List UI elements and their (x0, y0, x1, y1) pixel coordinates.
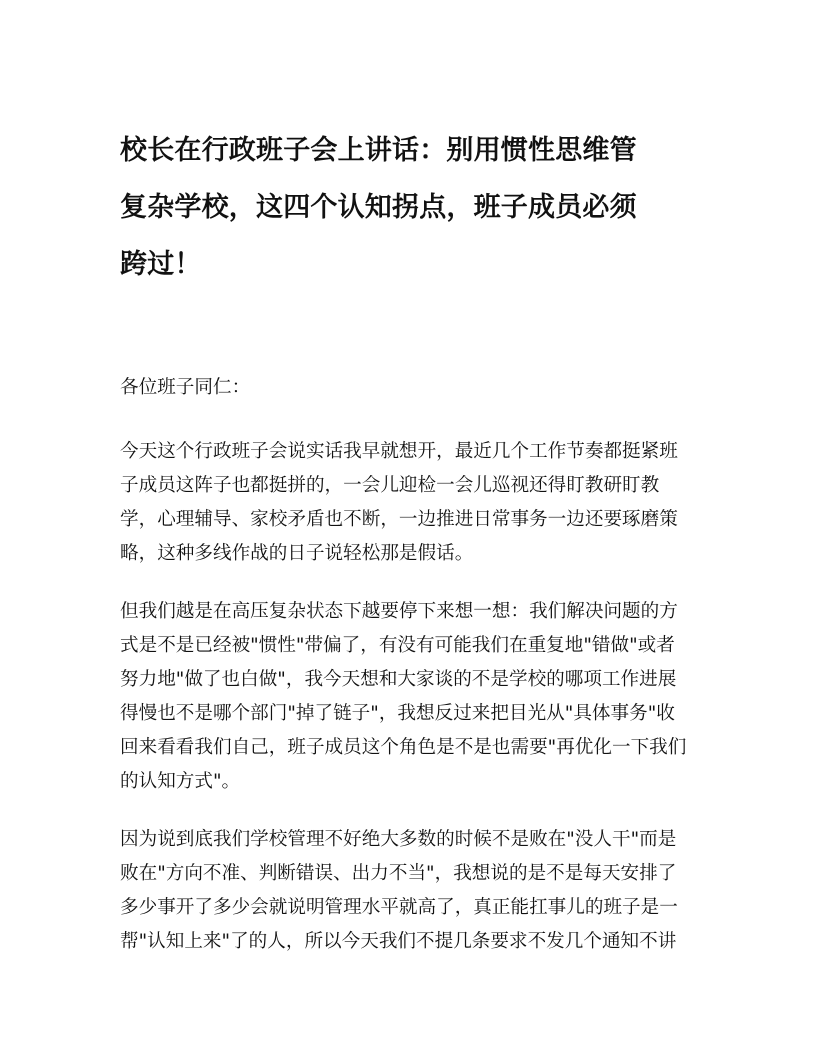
text-line: 帮"认知上来"了的人，所以今天我们不提几条要求不发几个通知不讲 (120, 931, 677, 952)
text-line: 败在"方向不准、判断错误、出力不当"，我想说的是不是每天安排了 (120, 863, 677, 884)
title-line: 复杂学校，这四个认知拐点，班子成员必须 (120, 192, 637, 223)
document-title (120, 122, 700, 293)
text-line: 回来看看我们自己，班子成员这个角色是不是也需要"再优化一下我们 (120, 737, 687, 758)
text-line: 但我们越是在高压复杂状态下越要停下来想一想：我们解决问题的方 (120, 601, 678, 622)
greeting (120, 371, 700, 405)
text-line: 学，心理辅导、家校矛盾也不断，一边推进日常事务一边还要琢磨策 (120, 509, 678, 530)
paragraph-1 (120, 435, 700, 571)
text-line: 式是不是已经被"惯性"带偏了，有没有可能我们在重复地"错做"或者 (120, 635, 675, 656)
text-line: 略，这种多线作战的日子说轻松那是假话。 (120, 543, 474, 564)
text-line: 的认知方式"。 (120, 771, 241, 792)
document-page (120, 122, 700, 983)
text-line: 多少事开了多少会就说明管理水平就高了，真正能扛事儿的班子是一 (120, 897, 678, 918)
title-line: 跨过！ (120, 249, 202, 280)
text-line: 今天这个行政班子会说实话我早就想开，最近几个工作节奏都挺紧班 (120, 441, 678, 462)
text-line: 各位班子同仁： (120, 377, 251, 398)
text-line: 因为说到底我们学校管理不好绝大多数的时候不是败在"没人干"而是 (120, 829, 677, 850)
text-line: 努力地"做了也白做"，我今天想和大家谈的不是学校的哪项工作进展 (120, 669, 677, 690)
text-line: 子成员这阵子也都挺拼的，一会儿迎检一会儿巡视还得盯教研盯教 (120, 475, 660, 496)
text-line: 得慢也不是哪个部门"掉了链子"，我想反过来把目光从"具体事务"收 (120, 703, 675, 724)
paragraph-3 (120, 823, 700, 959)
document-body (120, 371, 700, 959)
paragraph-2 (120, 595, 700, 799)
title-line: 校长在行政班子会上讲话：别用惯性思维管 (120, 135, 637, 166)
